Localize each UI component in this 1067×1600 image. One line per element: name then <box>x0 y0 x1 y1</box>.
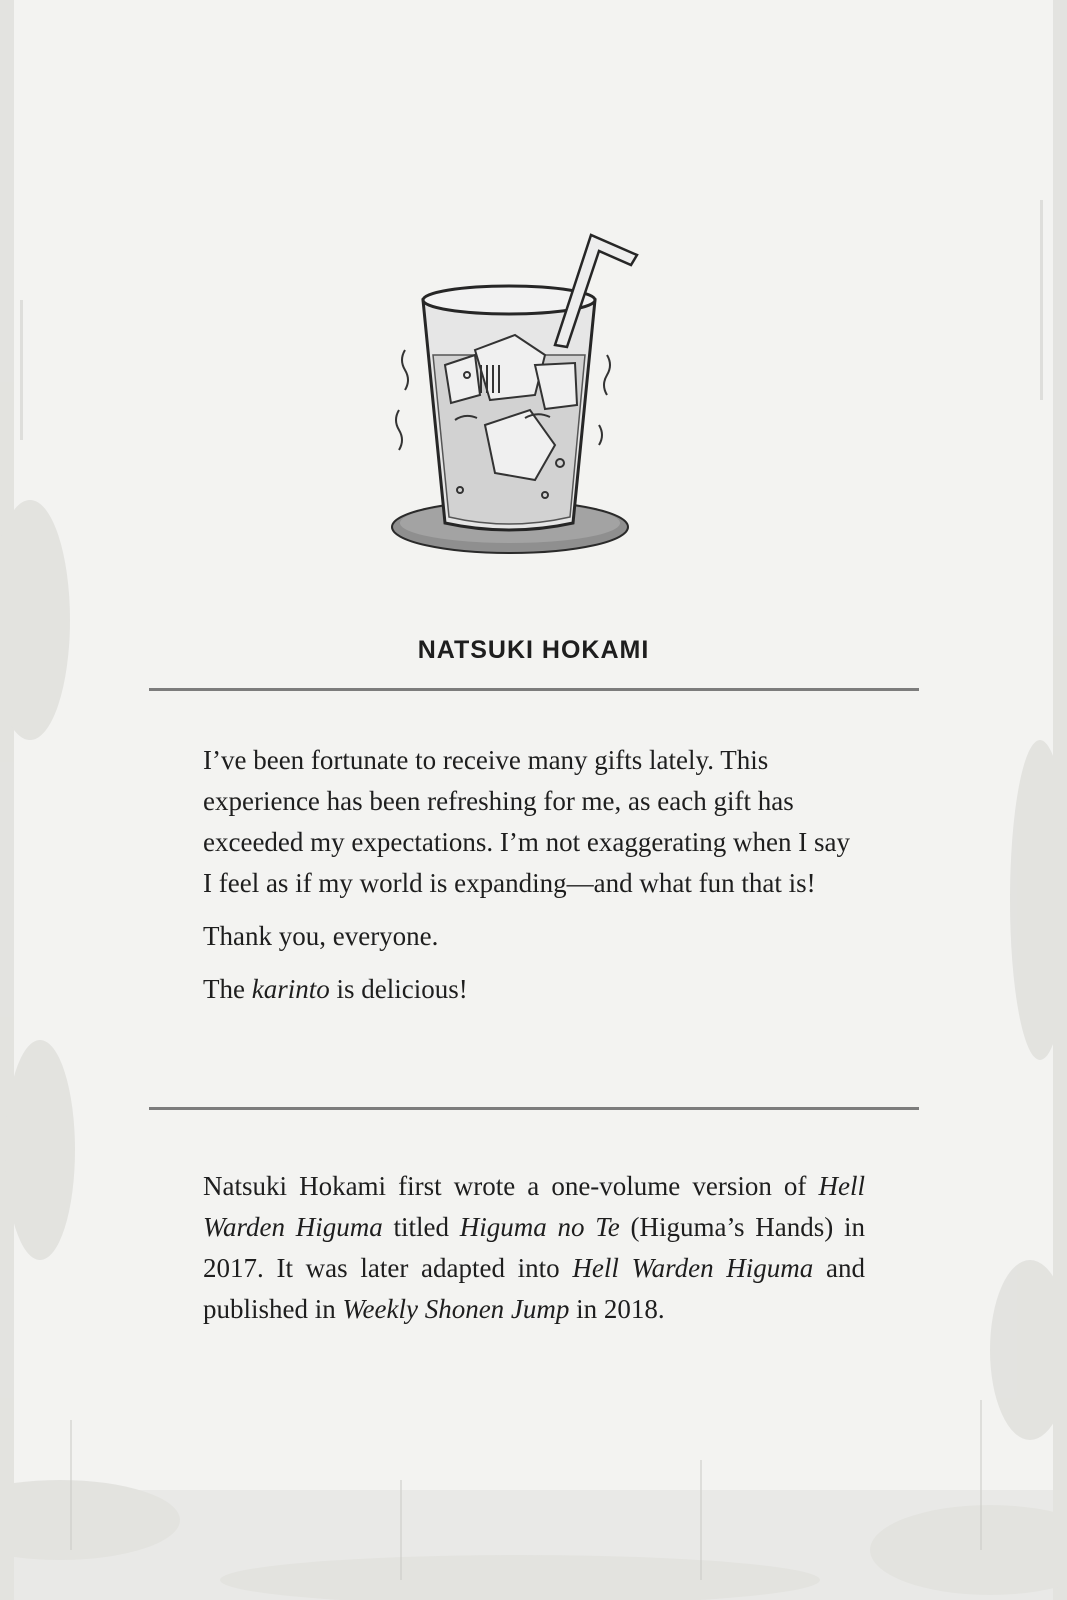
comment-paragraph-1: I’ve been fortunate to receive many gifts lately. This experience has been refreshing for me, as each gift has exceeded my expectations. I’m not exaggerating when I say I feel as if my world is expanding—and what fun that is! <box>203 745 850 898</box>
closing-text-before: The <box>203 974 252 1004</box>
bio-title-2: Higuma no Te <box>459 1212 620 1242</box>
author-name: NATSUKI HOKAMI <box>417 636 650 664</box>
bio-title-1: Hell Warden Higuma <box>203 1171 865 1242</box>
author-comment <box>203 740 865 1022</box>
bio-text-1: Natsuki Hokami first wrote a one-volume version of <box>203 1171 819 1201</box>
author-bio <box>203 1166 865 1330</box>
closing-text-after: is delicious! <box>329 974 468 1004</box>
comment-paragraph-2: Thank you, everyone. <box>203 921 439 951</box>
bio-title-4: Weekly Shonen Jump <box>342 1294 570 1324</box>
bottom-divider <box>149 1107 919 1110</box>
bio-text-2: titled <box>382 1212 460 1242</box>
comment-paragraph-3 <box>203 969 865 1010</box>
iced-drink-glass-icon <box>385 205 645 565</box>
bio-paragraph <box>203 1166 865 1330</box>
closing-italic-word: karinto <box>251 974 330 1004</box>
bio-text-4: and published in <box>203 1253 865 1324</box>
bio-text-3: (Higuma’s Hands) in 2017. It was later adapted into <box>203 1212 865 1283</box>
top-divider <box>149 688 919 691</box>
bio-text-5: in 2018. <box>569 1294 665 1324</box>
bio-title-3: Hell Warden Higuma <box>572 1253 814 1283</box>
